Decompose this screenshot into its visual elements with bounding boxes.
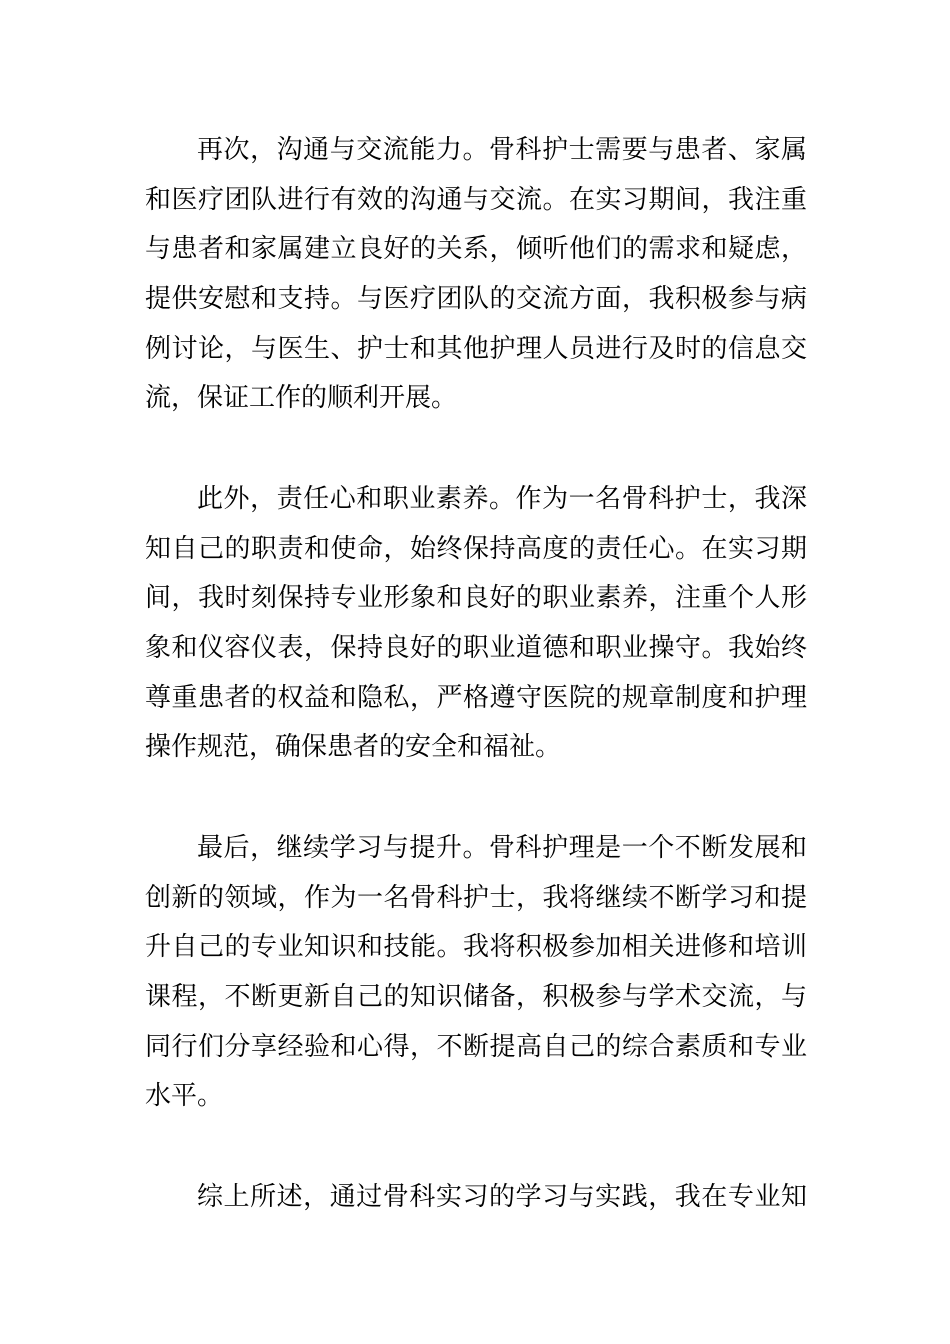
text-line: 和医疗团队进行有效的沟通与交流。在实习期间，我注重 (145, 184, 807, 215)
text-line: 象和仪容仪表，保持良好的职业道德和职业操守。我始终 (145, 633, 807, 664)
paragraph-responsibility (145, 475, 807, 773)
text-line: 例讨论，与医生、护士和其他护理人员进行及时的信息交 (145, 333, 807, 364)
text-line: 操作规范，确保患者的安全和福祉。 (145, 732, 562, 763)
text-line: 水平。 (145, 1081, 224, 1112)
text-line: 升自己的专业知识和技能。我将积极参加相关进修和培训 (145, 932, 807, 963)
paragraph-communication (145, 126, 807, 424)
text-line: 最后，继续学习与提升。骨科护理是一个不断发展和 (197, 833, 807, 863)
text-line: 流，保证工作的顺利开展。 (145, 383, 458, 414)
paragraph-summary (145, 1173, 807, 1223)
text-line: 同行们分享经验和心得，不断提高自己的综合素质和专业 (145, 1031, 807, 1062)
text-line: 创新的领域，作为一名骨科护士，我将继续不断学习和提 (145, 882, 807, 913)
text-line: 尊重患者的权益和隐私，严格遵守医院的规章制度和护理 (145, 682, 807, 713)
text-line: 知自己的职责和使命，始终保持高度的责任心。在实习期 (145, 533, 807, 564)
text-line: 间，我时刻保持专业形象和良好的职业素养，注重个人形 (145, 583, 807, 614)
text-line: 与患者和家属建立良好的关系，倾听他们的需求和疑虑， (145, 234, 807, 265)
text-line: 提供安慰和支持。与医疗团队的交流方面，我积极参与病 (145, 284, 807, 315)
text-line: 此外，责任心和职业素养。作为一名骨科护士，我深 (197, 484, 807, 514)
text-line: 综上所述，通过骨科实习的学习与实践，我在专业知 (197, 1182, 807, 1212)
text-line: 课程，不断更新自己的知识储备，积极参与学术交流，与 (145, 982, 807, 1013)
paragraph-continued-learning (145, 824, 807, 1122)
text-line: 再次，沟通与交流能力。骨科护士需要与患者、家属 (197, 135, 807, 165)
